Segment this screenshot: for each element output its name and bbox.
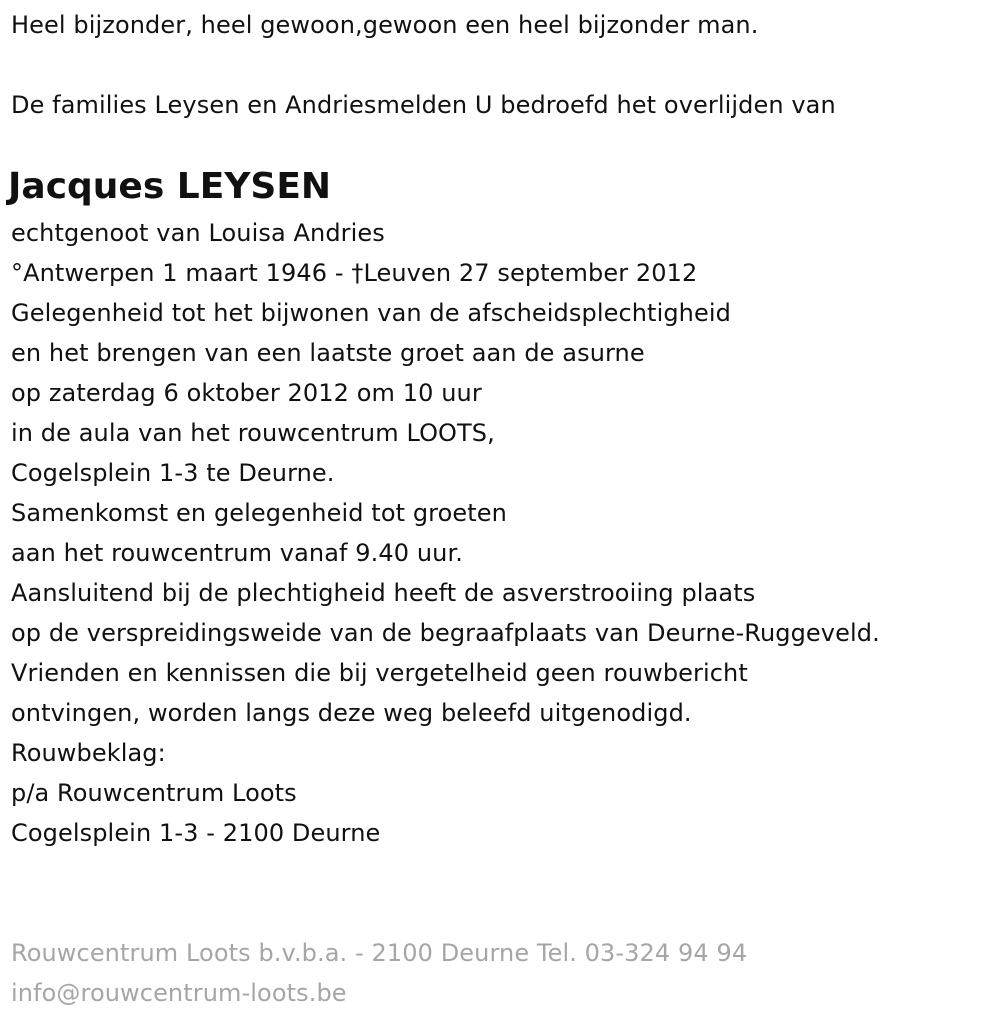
motto-text: Heel bijzonder, heel gewoon,gewoon een heel bijzonder man. [11, 11, 759, 39]
body-line: in de aula van het rouwcentrum LOOTS, [11, 419, 495, 447]
footer-email: info@rouwcentrum-loots.be [11, 979, 347, 1007]
body-line: Samenkomst en gelegenheid tot groeten [11, 499, 507, 527]
deceased-name: Jacques LEYSEN [8, 166, 332, 207]
footer-company: Rouwcentrum Loots b.v.b.a. - 2100 Deurne Tel. 03-324 94 94 [11, 939, 748, 967]
cross-icon: † [351, 259, 364, 287]
body-line: Vrienden en kennissen die bij vergetelheid geen rouwbericht [11, 659, 748, 687]
body-line: Cogelsplein 1-3 te Deurne. [11, 459, 335, 487]
body-line: Cogelsplein 1-3 - 2100 Deurne [11, 819, 381, 847]
body-line: ontvingen, worden langs deze weg beleefd uitgenodigd. [11, 699, 692, 727]
spouse-line: echtgenoot van Louisa Andries [11, 219, 385, 247]
body-line: aan het rouwcentrum vanaf 9.40 uur. [11, 539, 463, 567]
birth-date: °Antwerpen 1 maart 1946 - [11, 259, 352, 287]
body-line: en het brengen van een laatste groet aan de asurne [11, 339, 645, 367]
announcement-text: De families Leysen en Andriesmelden U bedroefd het overlijden van [11, 91, 836, 119]
body-line: Rouwbeklag: [11, 739, 166, 767]
body-line: Aansluitend bij de plechtigheid heeft de asverstrooiing plaats [11, 579, 756, 607]
body-line: Gelegenheid tot het bijwonen van de afscheidsplechtigheid [11, 299, 731, 327]
body-line: op de verspreidingsweide van de begraafplaats van Deurne-Ruggeveld. [11, 619, 880, 647]
death-date: Leuven 27 september 2012 [363, 259, 698, 287]
body-line: p/a Rouwcentrum Loots [11, 779, 297, 807]
life-dates [11, 258, 697, 288]
body-line: op zaterdag 6 oktober 2012 om 10 uur [11, 379, 482, 407]
